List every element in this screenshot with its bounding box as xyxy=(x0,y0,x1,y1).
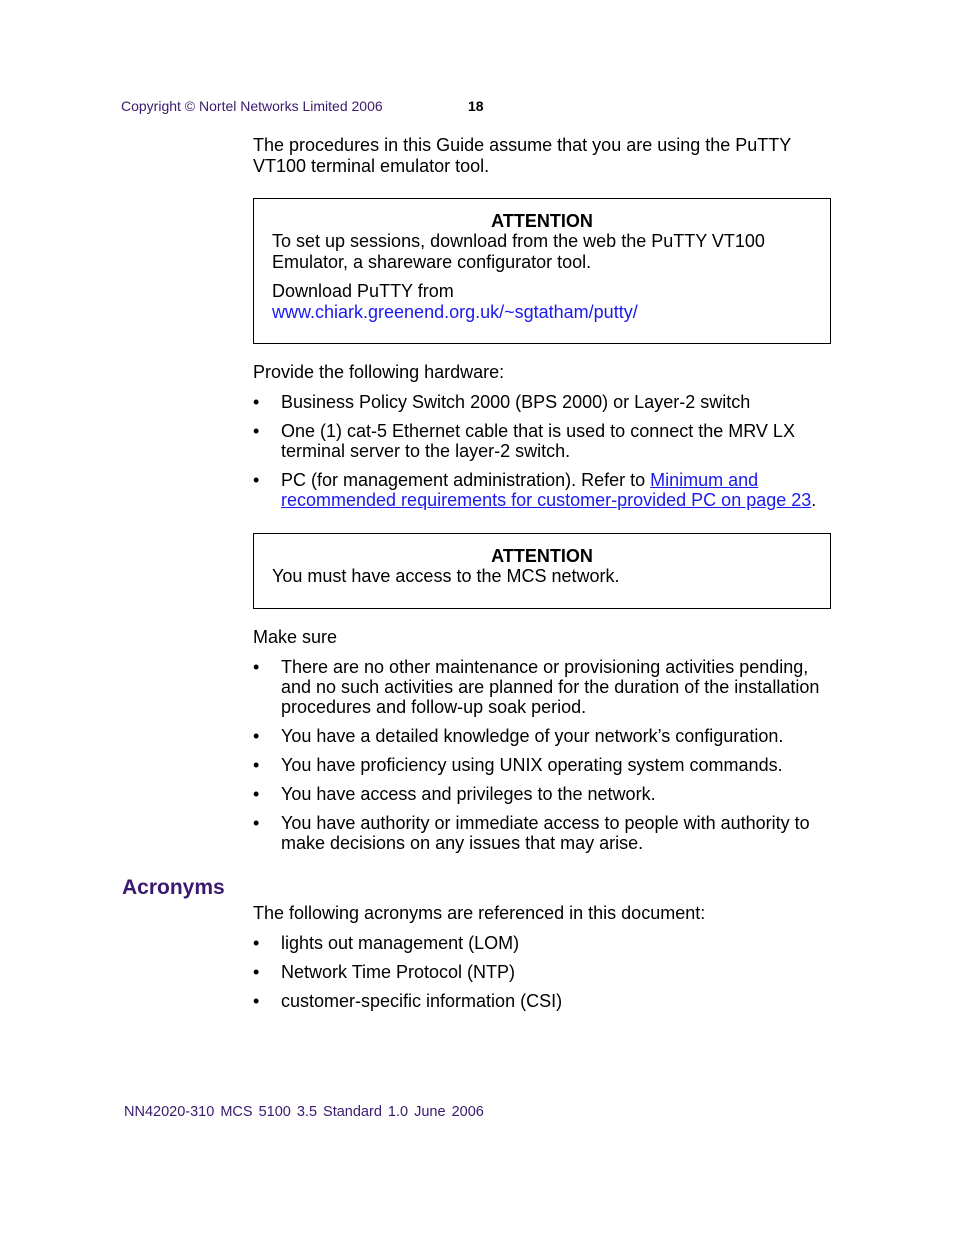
list-item xyxy=(253,813,833,853)
attention-box-download xyxy=(253,198,831,344)
bullet: • xyxy=(253,933,260,953)
list-item-text: There are no other maintenance or provisioning activities pending, and no such activities are planned for the duration of the installation procedures and follow-up soak period. xyxy=(281,657,820,717)
acronyms-list xyxy=(253,933,833,1011)
pc-prefix: PC (for management administration). Refer to xyxy=(281,470,651,490)
list-item xyxy=(253,755,833,775)
list-item-text: You have a detailed knowledge of your network’s configuration. xyxy=(281,726,784,746)
list-item xyxy=(253,657,833,717)
list-item xyxy=(253,933,833,953)
list-item xyxy=(253,726,833,746)
bullet: • xyxy=(253,755,260,775)
bullet: • xyxy=(253,470,260,490)
header-copyright: Copyright © Nortel Networks Limited 2006 xyxy=(121,98,383,114)
list-item-text: You have proficiency using UNIX operating system commands. xyxy=(281,755,783,775)
page-number: 18 xyxy=(468,98,484,114)
list-item xyxy=(253,421,833,461)
intro-paragraph: The procedures in this Guide assume that you are using the PuTTY VT100 terminal emulator tool. xyxy=(253,135,791,176)
make-sure-list xyxy=(253,657,833,853)
bullet: • xyxy=(253,421,260,441)
pc-requirements-link[interactable]: Minimum and recommended requirements for customer-provided PC on page 23 xyxy=(281,470,812,510)
hardware-lead: Provide the following hardware: xyxy=(253,362,505,382)
list-item xyxy=(253,962,833,982)
bullet: • xyxy=(253,657,260,677)
attention-text: To set up sessions, download from the web the PuTTY VT100 Emulator, a shareware configurator tool. xyxy=(272,231,765,272)
bullet: • xyxy=(253,726,260,746)
footer: NN42020-310 MCS 5100 3.5 Standard 1.0 June 2006 xyxy=(124,1104,484,1120)
list-item-text: Network Time Protocol (NTP) xyxy=(281,962,516,982)
list-item xyxy=(253,991,833,1011)
list-item-text: One (1) cat-5 Ethernet cable that is used to connect the MRV LX terminal server to the layer-2 switch. xyxy=(281,421,795,461)
attention-box-network xyxy=(253,533,831,609)
attention-title: ATTENTION xyxy=(491,211,593,231)
list-item-text: Business Policy Switch 2000 (BPS 2000) or Layer-2 switch xyxy=(281,392,751,412)
acronyms-lead: The following acronyms are referenced in this document: xyxy=(253,903,706,923)
download-label: Download PuTTY from xyxy=(272,281,454,301)
bullet: • xyxy=(253,962,260,982)
acronyms-heading: Acronyms xyxy=(122,876,225,899)
bullet: • xyxy=(253,813,260,833)
list-item-text: You have authority or immediate access to people with authority to make decisions on any issues that may arise. xyxy=(281,813,810,853)
bullet: • xyxy=(253,991,260,1011)
list-item xyxy=(253,470,833,510)
bullet: • xyxy=(253,784,260,804)
putty-download-link[interactable]: www.chiark.greenend.org.uk/~sgtatham/putty/ xyxy=(272,302,638,322)
list-item-text: You have access and privileges to the network. xyxy=(281,784,656,804)
bullet: • xyxy=(253,392,260,412)
list-item xyxy=(253,784,833,804)
list-item-text: customer-specific information (CSI) xyxy=(281,991,563,1011)
attention-text: You must have access to the MCS network. xyxy=(272,566,620,586)
make-sure-lead: Make sure xyxy=(253,627,338,647)
hardware-list xyxy=(253,392,833,510)
attention-title: ATTENTION xyxy=(491,546,593,566)
list-item xyxy=(253,392,833,412)
list-item-text: lights out management (LOM) xyxy=(281,933,520,953)
pc-suffix: . xyxy=(811,490,817,510)
